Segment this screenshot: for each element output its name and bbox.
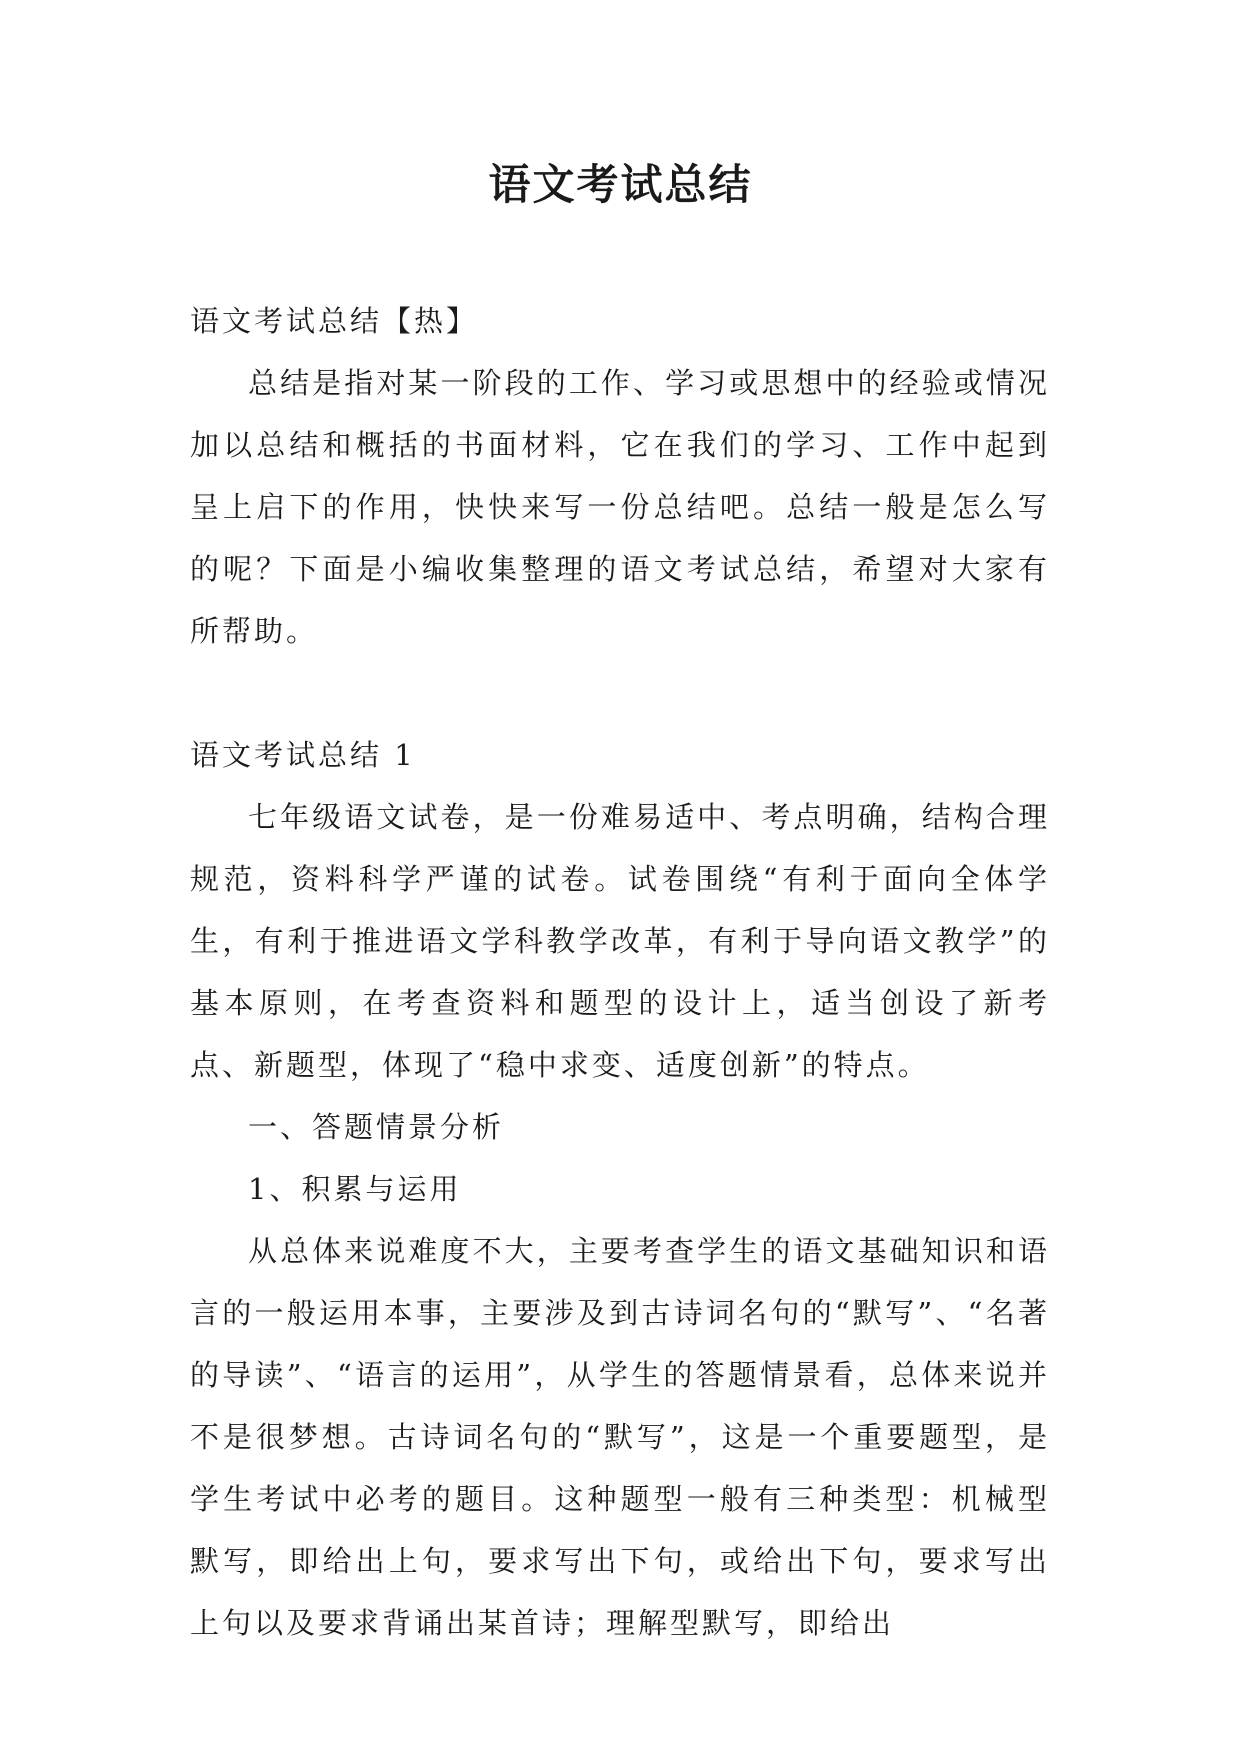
section-paragraph: 七年级语文试卷，是一份难易适中、考点明确，结构合理规范，资料科学严谨的试卷。试卷围绕“有利于面向全体学生，有利于推进语文学科教学改革，有利于导向语文教学”的基本原则，在考查资料和题型的设计上，适当创设了新考点、新题型，体现了“稳中求变、适度创新”的特点。 — [190, 800, 1050, 1082]
section-heading: 语文考试总结 1 — [190, 738, 416, 772]
intro-paragraph: 总结是指对某一阶段的工作、学习或思想中的经验或情况加以总结和概括的书面材料，它在我们的学习、工作中起到呈上启下的作用，快快来写一份总结吧。总结一般是怎么写的呢？下面是小编收集整理的语文考试总结，希望对大家有所帮助。 — [190, 366, 1050, 648]
subheading-analysis: 一、答题情景分析 — [248, 1110, 505, 1144]
section-spacer — [190, 662, 1050, 724]
document-body — [190, 290, 1050, 1654]
subheading-accumulate: 1、积累与运用 — [248, 1172, 462, 1206]
document-subtitle: 语文考试总结【热】 — [190, 304, 479, 338]
section-paragraph: 从总体来说难度不大，主要考查学生的语文基础知识和语言的一般运用本事，主要涉及到古诗词名句的“默写”、“名著的导读”、“语言的运用”，从学生的答题情景看，总体来说并不是很梦想。古诗词名句的“默写”，这是一个重要题型，是学生考试中必考的题目。这种题型一般有三种类型：机械型默写，即给出上句，要求写出下句，或给出下句，要求写出上句以及要求背诵出某首诗；理解型默写，即给出 — [190, 1234, 1050, 1640]
document-title: 语文考试总结 — [488, 160, 753, 209]
